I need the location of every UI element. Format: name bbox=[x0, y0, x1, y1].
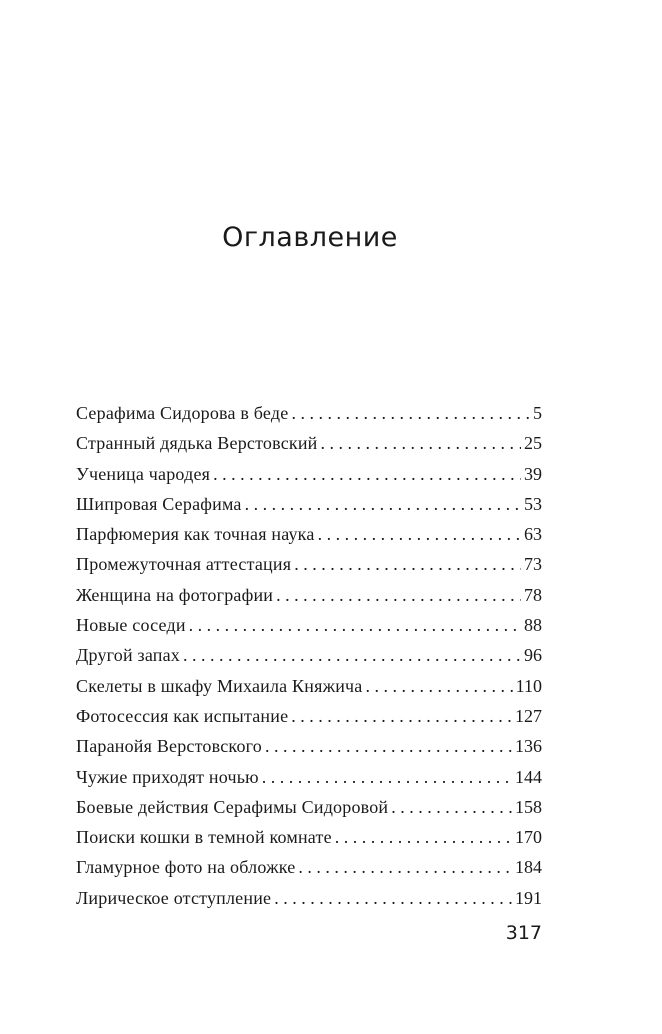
toc-entry-page: 144 bbox=[515, 766, 542, 787]
dot-leader bbox=[298, 852, 512, 882]
dot-leader bbox=[291, 398, 530, 428]
dot-leader bbox=[265, 731, 512, 761]
dot-leader bbox=[276, 580, 521, 610]
dot-leader bbox=[183, 640, 521, 670]
toc-entry-title: Парфюмерия как точная наука bbox=[76, 524, 315, 545]
toc-entry-title: Гламурное фото на обложке bbox=[76, 857, 296, 878]
toc-entry-title: Лирическое отступление bbox=[76, 887, 272, 908]
toc-entry-page: 158 bbox=[515, 796, 542, 817]
toc-entry bbox=[76, 640, 542, 670]
dot-leader bbox=[291, 701, 512, 731]
toc-entry-title: Шипровая Серафима bbox=[76, 493, 242, 514]
toc-entry-page: 25 bbox=[524, 433, 542, 454]
toc-entry-page: 136 bbox=[515, 736, 542, 757]
toc-entry bbox=[76, 883, 542, 913]
dot-leader bbox=[365, 671, 512, 701]
toc-entry bbox=[76, 459, 542, 489]
dot-leader bbox=[274, 883, 512, 913]
toc-entry-title: Ученица чародея bbox=[76, 463, 211, 484]
dot-leader bbox=[321, 428, 521, 458]
toc-entry bbox=[76, 701, 542, 731]
toc-entry-title: Скелеты в шкафу Михаила Княжича bbox=[76, 675, 363, 696]
toc-entry-page: 53 bbox=[524, 493, 542, 514]
toc-entry-title: Промежуточная аттестация bbox=[76, 554, 292, 575]
toc-entry bbox=[76, 731, 542, 761]
toc-entry-title: Женщина на фотографии bbox=[76, 584, 274, 605]
toc-entry bbox=[76, 519, 542, 549]
page-title: Оглавление bbox=[222, 222, 398, 253]
toc-entry-page: 184 bbox=[515, 857, 542, 878]
toc-entry bbox=[76, 610, 542, 640]
toc-entry bbox=[76, 852, 542, 882]
dot-leader bbox=[294, 549, 521, 579]
toc-entry-page: 88 bbox=[524, 615, 542, 636]
toc-entry-page: 96 bbox=[524, 645, 542, 666]
toc-entry-page: 191 bbox=[515, 887, 542, 908]
toc-entry bbox=[76, 580, 542, 610]
dot-leader bbox=[391, 792, 512, 822]
toc-entry-title: Паранойя Верстовского bbox=[76, 736, 262, 757]
dot-leader bbox=[213, 459, 521, 489]
toc-entry-page: 127 bbox=[515, 705, 542, 726]
toc-entry-page: 39 bbox=[524, 463, 542, 484]
dot-leader bbox=[318, 519, 521, 549]
dot-leader bbox=[262, 762, 512, 792]
toc-entry bbox=[76, 792, 542, 822]
toc-entry-page: 63 bbox=[524, 524, 542, 545]
toc-entry-page: 5 bbox=[533, 403, 542, 423]
toc-entry bbox=[76, 398, 542, 428]
table-of-contents bbox=[76, 398, 542, 913]
toc-entry bbox=[76, 428, 542, 458]
toc-entry-title: Серафима Сидорова в беде bbox=[76, 403, 289, 423]
dot-leader bbox=[245, 489, 521, 519]
toc-entry-title: Чужие приходят ночью bbox=[76, 766, 259, 787]
toc-entry bbox=[76, 671, 542, 701]
toc-entry bbox=[76, 549, 542, 579]
toc-entry-page: 170 bbox=[515, 827, 542, 848]
toc-entry bbox=[76, 822, 542, 852]
toc-entry-title: Новые соседи bbox=[76, 615, 186, 636]
page-number: 317 bbox=[505, 922, 542, 944]
toc-entry bbox=[76, 489, 542, 519]
toc-entry-title: Фотосессия как испытание bbox=[76, 705, 289, 726]
toc-entry-title: Боевые действия Серафимы Сидоровой bbox=[76, 796, 389, 817]
toc-entry-page: 73 bbox=[524, 554, 542, 575]
toc-entry-page: 110 bbox=[515, 675, 542, 696]
dot-leader bbox=[189, 610, 521, 640]
dot-leader bbox=[335, 822, 512, 852]
toc-entry-title: Странный дядька Верстовский bbox=[76, 433, 318, 454]
toc-entry-title: Другой запах bbox=[76, 645, 180, 666]
toc-entry bbox=[76, 762, 542, 792]
toc-entry-page: 78 bbox=[524, 584, 542, 605]
toc-entry-title: Поиски кошки в темной комнате bbox=[76, 827, 332, 848]
